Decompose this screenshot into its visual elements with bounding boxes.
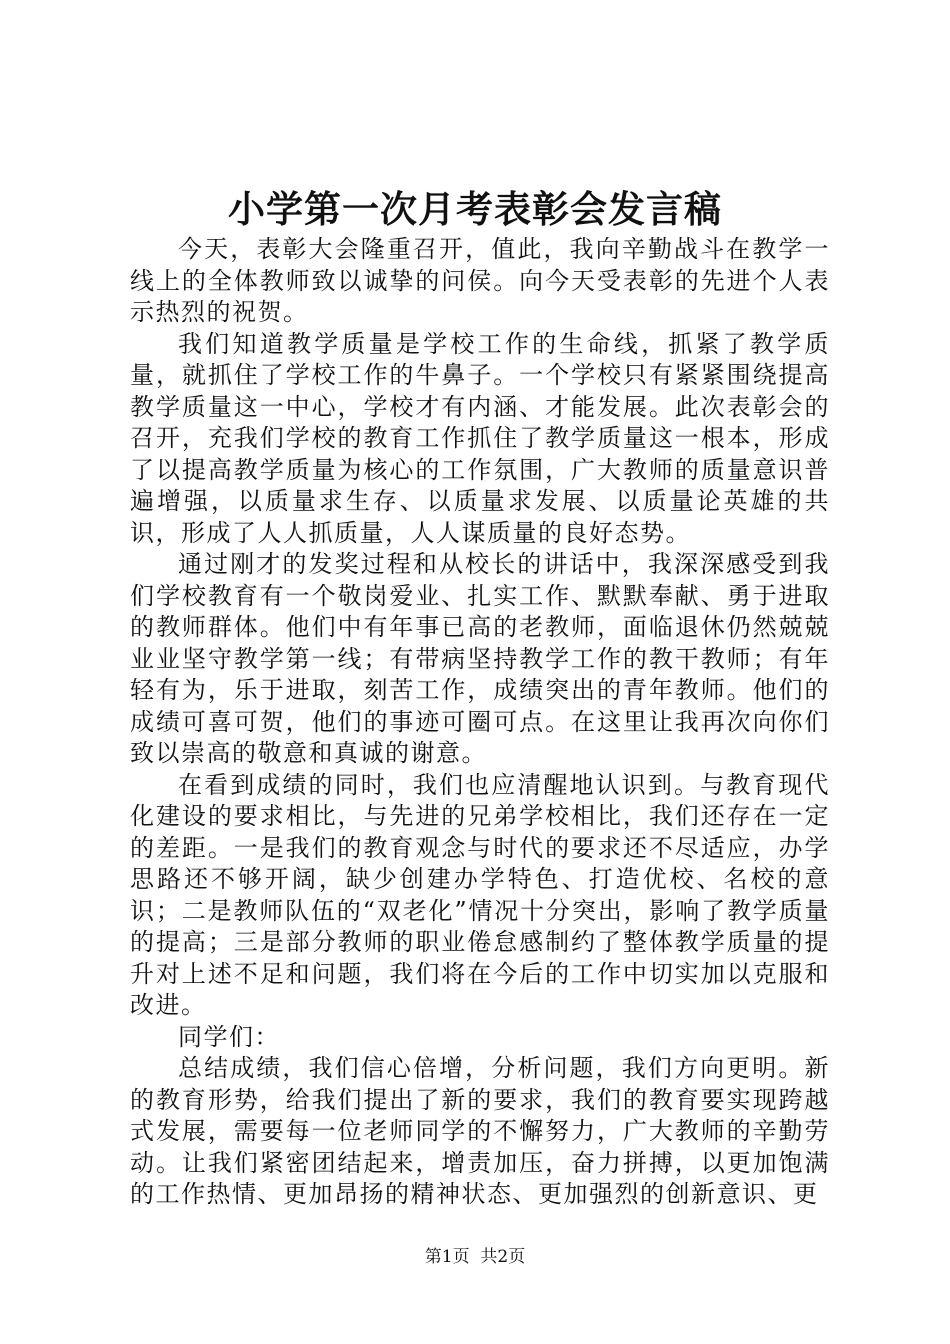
paragraph-greeting: 今天，表彰大会隆重召开，值此，我向辛勤战斗在教学一线上的全体教师致以诚挚的问侯。向今天受表彰的先进个人表示热烈的祝贺。 [130,235,830,326]
paragraph-summary: 总结成绩，我们信心倍增，分析问题，我们方向更明。新的教育形势，给我们提出了新的要求，我们的教育要实现跨越式发展，需要每一位老师同学的不懈努力，广大教师的辛勤劳动。让我们紧密团结起来，增责加压，奋力拼搏，以更加饱满的工作热情、更加昂扬的精神状态、更加强烈的创新意识、更 [130,1054,830,1208]
page-total: 共2页 [480,1247,526,1267]
paragraph-salutation: 同学们： [178,1022,280,1051]
page-number: 第1页 [424,1247,470,1267]
paragraph-teaching-quality: 我们知道教学质量是学校工作的生命线，抓紧了教学质量，就抓住了学校工作的牛鼻子。一个学校只有紧紧围绕提高教学质量这一中心，学校才有内涵、才能发展。此次表彰会的召开，充我们学校的教育工作抓住了教学质量这一根本，形成了以提高教学质量为核心的工作氛围，广大教师的质量意识普遍增强，以质量求生存、以质量求发展、以质量论英雄的共识，形成了人人抓质量，人人谋质量的良好态势。 [130,329,830,547]
footer-spacer [470,1247,481,1267]
page-footer [0,1245,950,1269]
paragraph-teacher-group: 通过刚才的发奖过程和从校长的讲话中，我深深感受到我们学校教育有一个敬岗爱业、扎实工作、默默奉献、勇于进取的教师群体。他们中有年事已高的老教师，面临退休仍然兢兢业业坚守教学第一线；有带病坚持教学工作的教干教师；有年轻有为，乐于进取，刻苦工作，成绩突出的青年教师。他们的成绩可喜可贺，他们的事迹可圈可点。在这里让我再次向你们致以崇高的敬意和真诚的谢意。 [130,550,830,767]
paragraph-shortcomings: 在看到成绩的同时，我们也应清醒地认识到。与教育现代化建设的要求相比，与先进的兄弟学校相比，我们还存在一定的差距。一是我们的教育观念与时代的要求还不尽适应，办学思路还不够开阔，缺少创建办学特色、打造优校、名校的意识；二是教师队伍的“双老化”情况十分突出，影响了教学质量的提高；三是部分教师的职业倦怠感制约了整体教学质量的提升对上述不足和问题，我们将在今后的工作中切实加以克服和改进。 [130,770,830,1019]
document-body [130,234,830,1211]
document-title: 小学第一次月考表彰会发言稿 [228,187,722,231]
